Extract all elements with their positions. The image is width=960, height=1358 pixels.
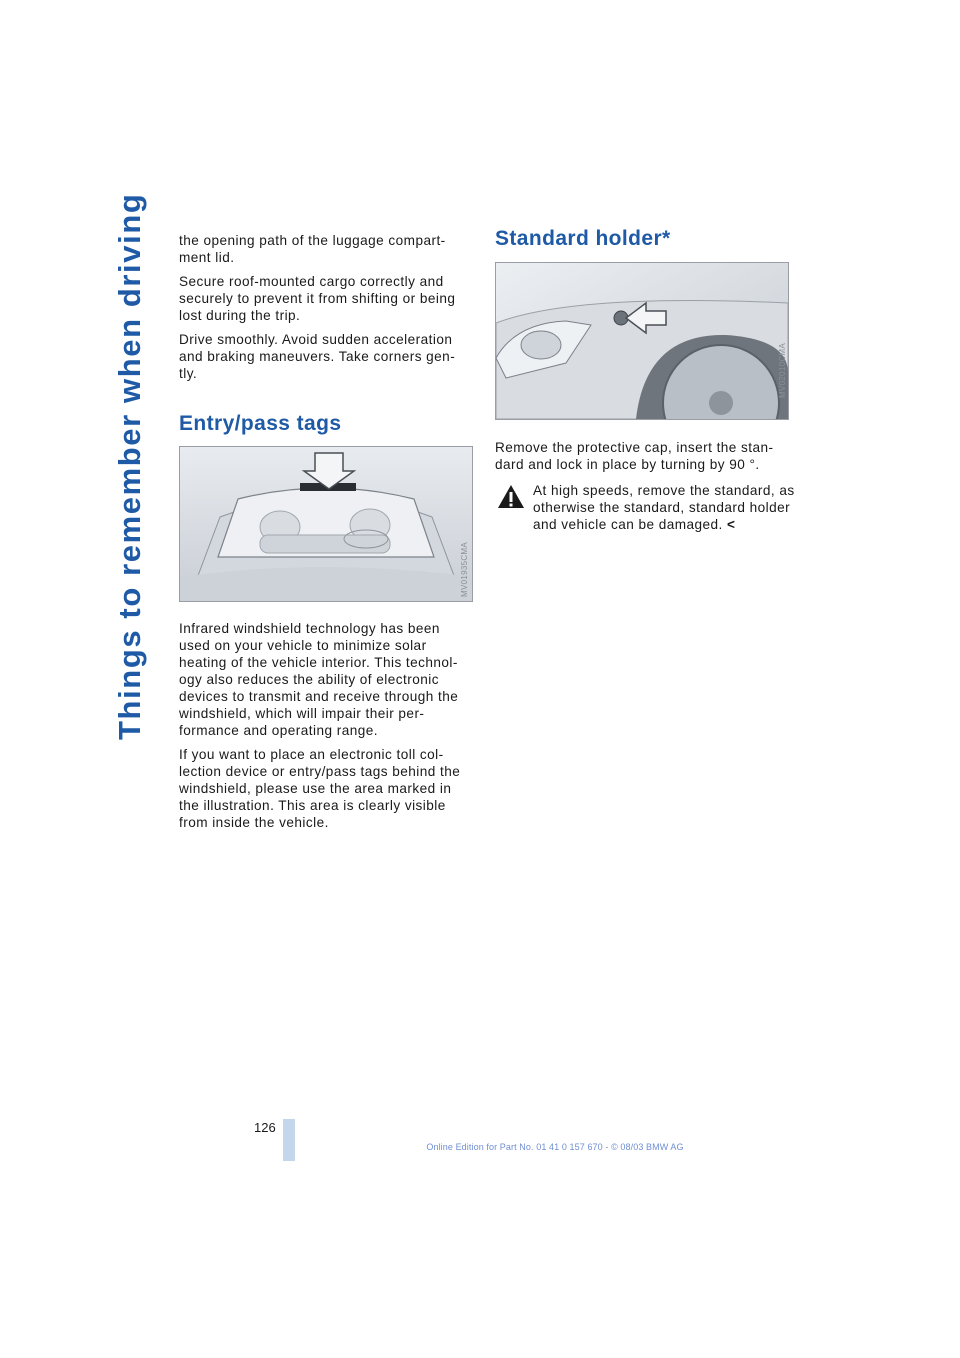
figure-code: MV01935CMA [460,541,469,597]
fender-illustration [495,262,789,420]
section-heading-standard-holder: Standard holder* [495,227,671,250]
windshield-illustration [179,446,473,602]
side-title-text: Things to remember when driving [112,192,147,740]
left-column [179,232,469,838]
warning-triangle-icon [497,484,525,509]
section-heading-entry-pass-tags: Entry/pass tags [179,412,342,435]
footer-note [0,1142,960,1152]
warning-text: At high speeds, remove the standard, as otherwise the standard, standard holder and vehicle can be damaged. [533,483,795,532]
page-number: 126 [254,1120,276,1135]
paragraph: the opening path of the luggage compart-ment lid. [179,233,446,265]
paragraph: Drive smoothly. Avoid sudden acceleration and braking maneuvers. Take corners gen-tly. [179,332,456,381]
paragraph: Secure roof-mounted cargo correctly and securely to prevent it from shifting or being lost during the trip. [179,274,456,323]
paragraph: If you want to place an electronic toll col-lection device or entry/pass tags behind the windshield, please use the area marked in the illustration. This area is clearly visible from inside the vehicle. [179,747,461,830]
side-title [112,192,152,740]
paragraph: Remove the protective cap, insert the stan-dard and lock in place by turning by 90 °. [495,440,774,472]
page-tab-bar [283,1119,295,1161]
footer-text: Online Edition for Part No. 01 41 0 157 670 - © 08/03 BMW AG [426,1142,684,1152]
paragraph: Infrared windshield technology has been used on your vehicle to minimize solar heating of the vehicle interior. This technol-ogy also reduces the ability of electronic devices to transmit and receive through the windshield, which will impair their per-formance and operating range. [179,621,459,738]
warning-note [495,482,795,533]
figure-code: MV02010CMA [778,342,787,398]
right-column [495,227,795,533]
end-mark: < [727,517,736,532]
